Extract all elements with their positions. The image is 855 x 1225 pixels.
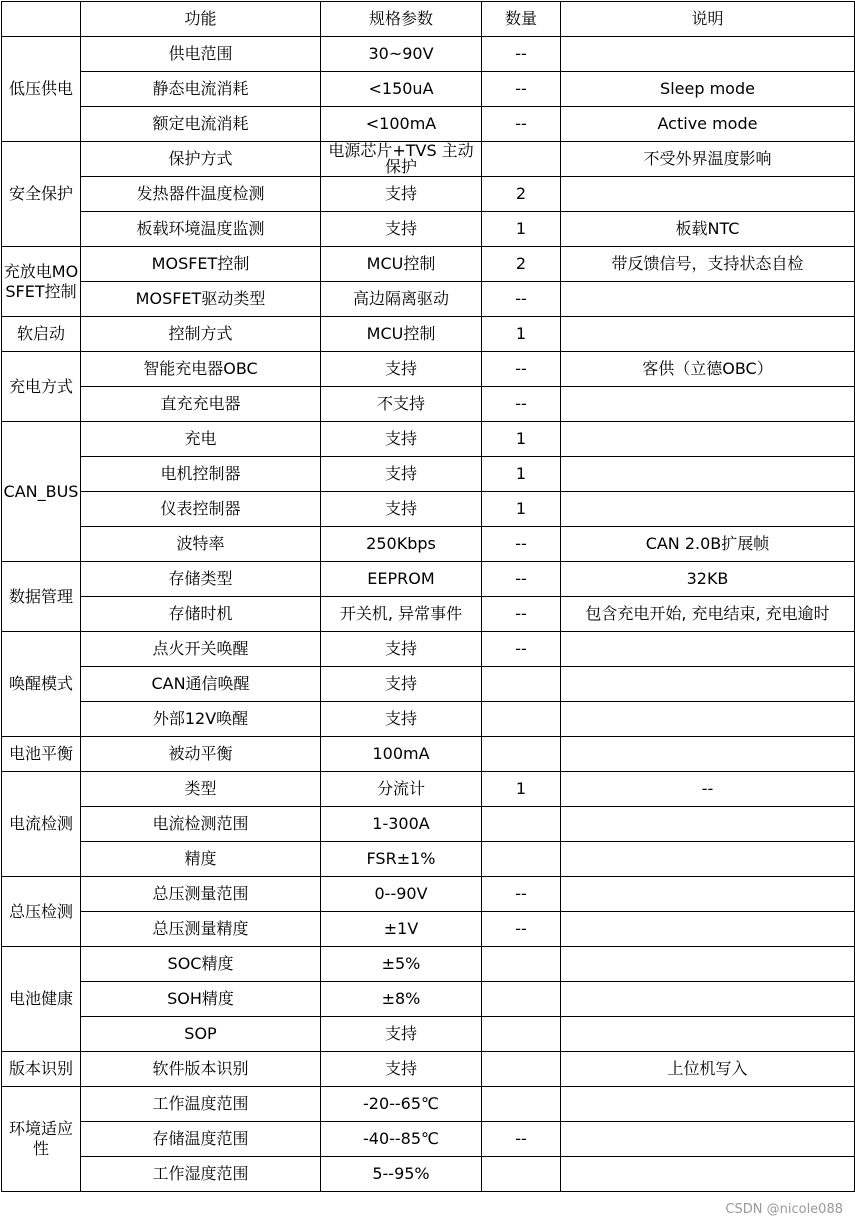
function-cell: 工作温度范围 <box>81 1087 321 1122</box>
table-row <box>2 212 855 247</box>
quantity-cell <box>482 1157 561 1192</box>
table-row <box>2 912 855 947</box>
note-cell <box>561 947 855 982</box>
function-cell: 电流检测范围 <box>81 807 321 842</box>
table-row <box>2 877 855 912</box>
quantity-cell <box>482 667 561 702</box>
quantity-cell: -- <box>482 597 561 632</box>
spec-cell: 支持 <box>321 667 482 702</box>
table-row <box>2 72 855 107</box>
table-row <box>2 982 855 1017</box>
function-cell: MOSFET控制 <box>81 247 321 282</box>
table-row <box>2 457 855 492</box>
quantity-cell: 1 <box>482 422 561 457</box>
quantity-cell <box>482 842 561 877</box>
table-row <box>2 842 855 877</box>
function-cell: 精度 <box>81 842 321 877</box>
note-cell: Active mode <box>561 107 855 142</box>
spec-cell: 支持 <box>321 1017 482 1052</box>
table-row <box>2 772 855 807</box>
note-cell <box>561 842 855 877</box>
note-cell <box>561 1017 855 1052</box>
note-cell <box>561 667 855 702</box>
table-row <box>2 632 855 667</box>
note-cell <box>561 632 855 667</box>
spec-cell: -40--85℃ <box>321 1122 482 1157</box>
note-cell <box>561 1087 855 1122</box>
table-row <box>2 1122 855 1157</box>
quantity-cell: -- <box>482 562 561 597</box>
note-cell: CAN 2.0B扩展帧 <box>561 527 855 562</box>
spec-cell: -20--65℃ <box>321 1087 482 1122</box>
note-cell: -- <box>561 772 855 807</box>
function-cell: 外部12V唤醒 <box>81 702 321 737</box>
spec-cell: 支持 <box>321 457 482 492</box>
table-row <box>2 562 855 597</box>
spec-cell: ±1V <box>321 912 482 947</box>
note-cell <box>561 387 855 422</box>
table-row <box>2 1017 855 1052</box>
spec-table <box>1 1 855 1192</box>
note-cell <box>561 702 855 737</box>
spec-cell: ±5% <box>321 947 482 982</box>
function-cell: 静态电流消耗 <box>81 72 321 107</box>
function-cell: MOSFET驱动类型 <box>81 282 321 317</box>
spec-cell: 支持 <box>321 702 482 737</box>
spec-cell: FSR±1% <box>321 842 482 877</box>
category-cell: 电池健康 <box>2 947 81 1052</box>
function-cell: 类型 <box>81 772 321 807</box>
quantity-cell: -- <box>482 527 561 562</box>
quantity-cell: 1 <box>482 457 561 492</box>
function-cell: 总压测量精度 <box>81 912 321 947</box>
table-row <box>2 702 855 737</box>
note-cell <box>561 37 855 72</box>
function-cell: 电机控制器 <box>81 457 321 492</box>
category-cell: 总压检测 <box>2 877 81 947</box>
header-cell-quantity: 数量 <box>482 2 561 37</box>
quantity-cell: -- <box>482 107 561 142</box>
note-cell: 板载NTC <box>561 212 855 247</box>
note-cell <box>561 177 855 212</box>
category-cell: 软启动 <box>2 317 81 352</box>
category-cell: 电流检测 <box>2 772 81 877</box>
table-row <box>2 247 855 282</box>
function-cell: 存储时机 <box>81 597 321 632</box>
spec-cell: 支持 <box>321 1052 482 1087</box>
spec-cell: 支持 <box>321 422 482 457</box>
note-cell <box>561 912 855 947</box>
category-cell: 低压供电 <box>2 37 81 142</box>
function-cell: 点火开关唤醒 <box>81 632 321 667</box>
quantity-cell <box>482 1017 561 1052</box>
header-cell-spec: 规格参数 <box>321 2 482 37</box>
table-row <box>2 387 855 422</box>
quantity-cell: -- <box>482 912 561 947</box>
spec-cell: 支持 <box>321 177 482 212</box>
table-row <box>2 492 855 527</box>
note-cell: 包含充电开始, 充电结束, 充电逾时 <box>561 597 855 632</box>
quantity-cell: -- <box>482 632 561 667</box>
header-cell-category <box>2 2 81 37</box>
spec-cell: 不支持 <box>321 387 482 422</box>
spec-cell: 100mA <box>321 737 482 772</box>
note-cell <box>561 737 855 772</box>
table-row <box>2 422 855 457</box>
note-cell: Sleep mode <box>561 72 855 107</box>
spec-cell: <150uA <box>321 72 482 107</box>
function-cell: 发热器件温度检测 <box>81 177 321 212</box>
table-row <box>2 667 855 702</box>
spec-cell: 1-300A <box>321 807 482 842</box>
category-cell: 数据管理 <box>2 562 81 632</box>
function-cell: SOC精度 <box>81 947 321 982</box>
table-row <box>2 1157 855 1192</box>
function-cell: 工作湿度范围 <box>81 1157 321 1192</box>
table-row <box>2 947 855 982</box>
function-cell: 存储温度范围 <box>81 1122 321 1157</box>
note-cell <box>561 492 855 527</box>
function-cell: CAN通信唤醒 <box>81 667 321 702</box>
note-cell: 客供（立德OBC） <box>561 352 855 387</box>
function-cell: SOP <box>81 1017 321 1052</box>
function-cell: 板载环境温度监测 <box>81 212 321 247</box>
spec-cell: 250Kbps <box>321 527 482 562</box>
quantity-cell: 1 <box>482 492 561 527</box>
quantity-cell: 1 <box>482 772 561 807</box>
table-row <box>2 282 855 317</box>
category-cell: 电池平衡 <box>2 737 81 772</box>
quantity-cell <box>482 947 561 982</box>
spec-cell: 开关机, 异常事件 <box>321 597 482 632</box>
function-cell: 智能充电器OBC <box>81 352 321 387</box>
function-cell: 软件版本识别 <box>81 1052 321 1087</box>
note-cell: 带反馈信号，支持状态自检 <box>561 247 855 282</box>
spec-cell: 支持 <box>321 492 482 527</box>
quantity-cell <box>482 142 561 177</box>
quantity-cell <box>482 737 561 772</box>
spec-cell: 电源芯片+TVS 主动保护 <box>321 142 482 177</box>
quantity-cell: 1 <box>482 317 561 352</box>
table-row <box>2 527 855 562</box>
quantity-cell <box>482 1087 561 1122</box>
note-cell <box>561 317 855 352</box>
quantity-cell: 2 <box>482 177 561 212</box>
header-cell-note: 说明 <box>561 2 855 37</box>
note-cell <box>561 1157 855 1192</box>
function-cell: 额定电流消耗 <box>81 107 321 142</box>
table-row <box>2 807 855 842</box>
function-cell: SOH精度 <box>81 982 321 1017</box>
spec-cell: ±8% <box>321 982 482 1017</box>
header-row <box>2 2 855 37</box>
function-cell: 存储类型 <box>81 562 321 597</box>
note-cell <box>561 457 855 492</box>
function-cell: 充电 <box>81 422 321 457</box>
note-cell: 不受外界温度影响 <box>561 142 855 177</box>
spec-cell: <100mA <box>321 107 482 142</box>
note-cell <box>561 422 855 457</box>
note-cell <box>561 982 855 1017</box>
spec-cell: 5--95% <box>321 1157 482 1192</box>
note-cell: 32KB <box>561 562 855 597</box>
quantity-cell: -- <box>482 72 561 107</box>
note-cell <box>561 877 855 912</box>
function-cell: 供电范围 <box>81 37 321 72</box>
table-row <box>2 352 855 387</box>
watermark: CSDN @nicole088 <box>725 1202 843 1217</box>
quantity-cell: -- <box>482 352 561 387</box>
note-cell: 上位机写入 <box>561 1052 855 1087</box>
spec-cell: 支持 <box>321 632 482 667</box>
quantity-cell: -- <box>482 877 561 912</box>
note-cell <box>561 282 855 317</box>
category-cell: CAN_BUS <box>2 422 81 562</box>
header-cell-function: 功能 <box>81 2 321 37</box>
category-cell: 安全保护 <box>2 142 81 247</box>
quantity-cell <box>482 982 561 1017</box>
note-cell <box>561 1122 855 1157</box>
note-cell <box>561 807 855 842</box>
table-row <box>2 107 855 142</box>
table-row <box>2 1087 855 1122</box>
spec-cell: MCU控制 <box>321 247 482 282</box>
spec-cell: 0--90V <box>321 877 482 912</box>
category-cell: 充电方式 <box>2 352 81 422</box>
category-cell: 版本识别 <box>2 1052 81 1087</box>
spec-cell: 高边隔离驱动 <box>321 282 482 317</box>
table-row <box>2 317 855 352</box>
function-cell: 直充充电器 <box>81 387 321 422</box>
quantity-cell <box>482 807 561 842</box>
category-cell: 充放电MOSFET控制 <box>2 247 81 317</box>
function-cell: 总压测量范围 <box>81 877 321 912</box>
table-row <box>2 37 855 72</box>
function-cell: 被动平衡 <box>81 737 321 772</box>
quantity-cell: -- <box>482 282 561 317</box>
table-row <box>2 177 855 212</box>
spec-cell: 分流计 <box>321 772 482 807</box>
spec-cell: EEPROM <box>321 562 482 597</box>
spec-cell: 30~90V <box>321 37 482 72</box>
table-row <box>2 1052 855 1087</box>
function-cell: 保护方式 <box>81 142 321 177</box>
table-row <box>2 142 855 177</box>
category-cell: 唤醒模式 <box>2 632 81 737</box>
quantity-cell: 1 <box>482 212 561 247</box>
quantity-cell: -- <box>482 387 561 422</box>
spec-table-body <box>2 2 855 1192</box>
spec-cell: 支持 <box>321 212 482 247</box>
quantity-cell <box>482 1052 561 1087</box>
quantity-cell: 2 <box>482 247 561 282</box>
category-cell: 环境适应性 <box>2 1087 81 1192</box>
function-cell: 控制方式 <box>81 317 321 352</box>
table-row <box>2 597 855 632</box>
function-cell: 波特率 <box>81 527 321 562</box>
quantity-cell: -- <box>482 1122 561 1157</box>
function-cell: 仪表控制器 <box>81 492 321 527</box>
spec-cell: 支持 <box>321 352 482 387</box>
quantity-cell <box>482 702 561 737</box>
table-row <box>2 737 855 772</box>
spec-cell: MCU控制 <box>321 317 482 352</box>
quantity-cell: -- <box>482 37 561 72</box>
